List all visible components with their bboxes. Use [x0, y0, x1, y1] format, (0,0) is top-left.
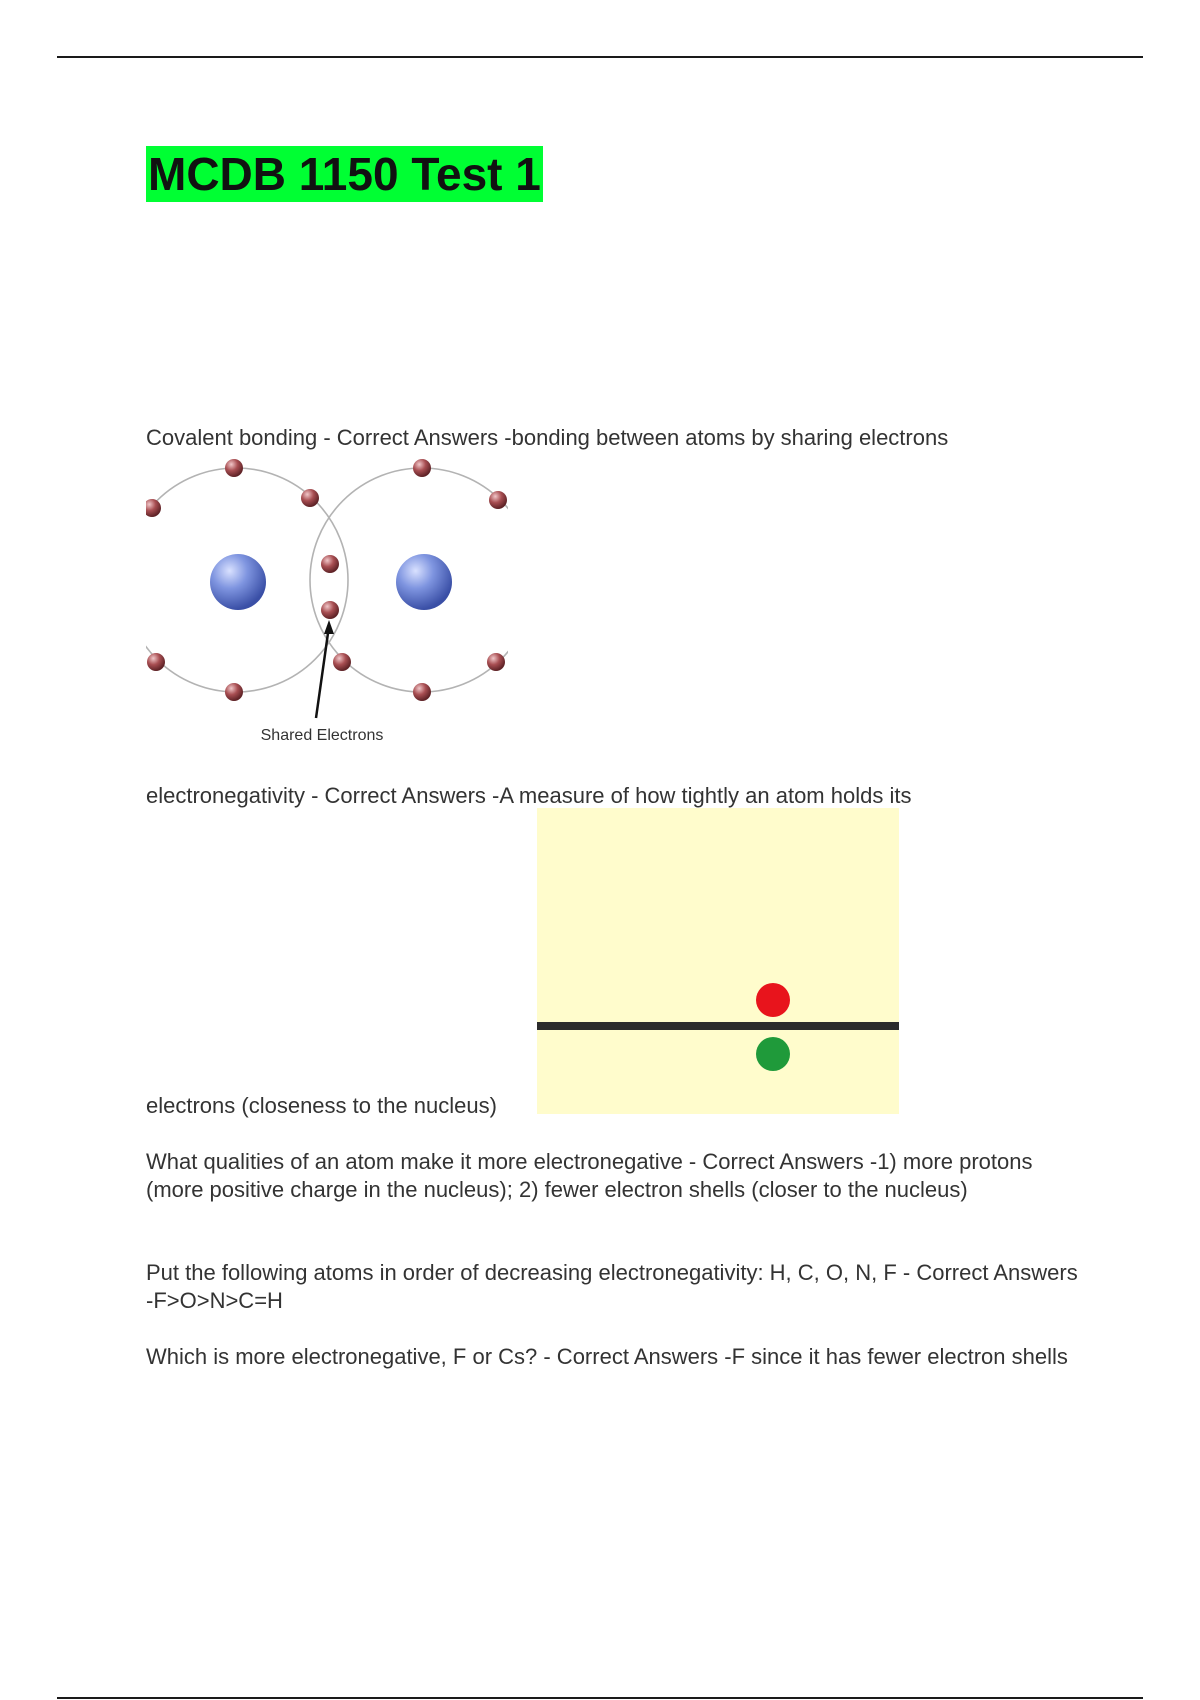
pointer-arrowhead	[324, 620, 334, 634]
paragraph-electronegativity-continued: electrons (closeness to the nucleus)	[146, 1093, 497, 1118]
paragraph-electronegative-qualities: What qualities of an atom make it more electronegative - Correct Answers -1) more protons (more positive charge in the nucleus); 2) fewer electron shells (closer to the nucleus)	[146, 1149, 1033, 1202]
electron	[489, 491, 507, 509]
electron	[146, 499, 161, 517]
figure-background	[537, 808, 899, 1114]
paragraph-covalent-bonding: Covalent bonding - Correct Answers -bonding between atoms by sharing electrons	[146, 425, 949, 450]
shared-electrons-pointer	[316, 626, 329, 718]
bottom-rule	[57, 1697, 1143, 1699]
document-title: MCDB 1150 Test 1	[148, 148, 541, 200]
shared-electron	[321, 555, 339, 573]
electron	[413, 683, 431, 701]
electron	[225, 459, 243, 477]
red-dot	[756, 983, 790, 1017]
electronegativity-figure	[537, 808, 899, 1114]
shared-electrons-caption: Shared Electrons	[260, 727, 384, 744]
paragraph-f-or-cs: Which is more electronegative, F or Cs? - Correct Answers -F since it has fewer electron shells	[146, 1344, 1068, 1369]
paragraph-electronegativity-order: Put the following atoms in order of decreasing electronegativity: H, C, O, N, F - Correct Answers -F>O>N>C=H	[146, 1260, 1078, 1313]
covalent-bond-figure	[146, 458, 508, 748]
top-rule	[57, 56, 1143, 58]
electron	[413, 459, 431, 477]
green-dot	[756, 1037, 790, 1071]
electron	[487, 653, 505, 671]
electron	[333, 653, 351, 671]
left-nucleus	[210, 554, 266, 610]
paragraph-electronegativity: electronegativity - Correct Answers -A measure of how tightly an atom holds its	[146, 783, 912, 808]
electron	[301, 489, 319, 507]
shared-electron	[321, 601, 339, 619]
electron	[147, 653, 165, 671]
electron	[225, 683, 243, 701]
right-nucleus	[396, 554, 452, 610]
